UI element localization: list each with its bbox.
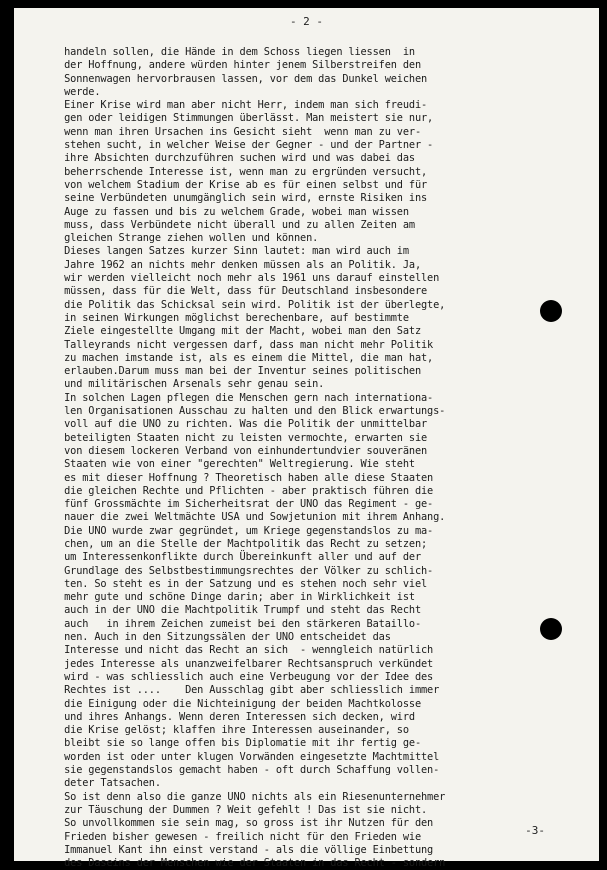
text-line: So ist denn also die ganze UNO nichts als ein Riesenunternehmer [52,790,446,803]
text-line: und militärischen Arsenals sehr genau sein. [52,378,325,391]
text-line: Auge zu fassen und bis zu welchem Grade, wobei man wissen [52,205,409,218]
text-line: Frieden bisher gewesen - freilich nicht für den Frieden wie [52,830,422,843]
text-line: erlauben.Darum muss man bei der Inventur seines politischen [52,365,422,378]
text-line: deter Tatsachen. [52,777,161,790]
page-number: - 2 - [289,15,324,28]
text-line: handeln sollen, die Hände in dem Schoss liegen liessen in [52,46,415,58]
text-line: um Interessenkonflikte durch Übereinkunft aller und auf der [52,551,422,564]
text-line: von diesem lockeren Verband von einhundertundvier souveränen [52,444,428,457]
text-line: In solchen Lagen pflegen die Menschen gern nach internationa- [52,391,434,404]
text-line: und ihres Anhangs. Wenn deren Interessen sich decken, wird [52,710,415,723]
text-line: gleichen Strange ziehen wollen und können. [52,232,319,245]
text-line: Jahre 1962 an nichts mehr denken müssen als an Politik. Ja, [52,258,422,271]
text-line: des Daseins der Menschen wie der Staaten in das Recht - sondern [52,857,446,870]
text-line: in seinen Wirkungen möglichst berechenbare, auf bestimmte [52,311,409,324]
text-line: chen, um an die Stelle der Machtpolitik das Recht zu setzen; [52,537,428,550]
text-line: fünf Grossmächte im Sicherheitsrat der UNO das Regiment - ge- [52,498,434,511]
text-line: Rechtes ist .... Den Ausschlag gibt aber schliesslich immer [52,684,440,697]
punch-hole [540,618,562,640]
text-line: mehr gute und schöne Dinge darin; aber in Wirklichkeit ist [52,591,415,604]
text-line: sie gegenstandslos gemacht haben - oft durch Schaffung vollen- [52,764,440,777]
text-line: Grundlage des Selbstbestimmungsrechtes der Völker zu schlich- [52,564,434,577]
next-page-marker: -3- [525,824,545,837]
text-line: gen oder leidigen Stimmungen überlässt. Man meistert sie nur, [52,112,434,125]
text-line: es mit dieser Hoffnung ? Theoretisch haben alle diese Staaten [52,471,434,484]
text-line: wird - was schliesslich auch eine Verbeugung vor der Idee des [52,670,434,683]
text-line: der Hoffnung, andere würden hinter jenem Silberstreifen den [52,59,422,72]
text-line: auch in der UNO die Machtpolitik Trumpf und steht das Recht [52,604,422,617]
text-line: auch in ihrem Zeichen zumeist bei den stärkeren Bataillo- [52,617,422,630]
text-line: jedes Interesse als unanzweifelbarer Rechtsanspruch verkündet [52,657,434,670]
text-line: So unvollkommen sie sein mag, so gross ist ihr Nutzen für den [52,817,434,830]
text-line: ten. So steht es in der Satzung und es stehen noch sehr viel [52,577,428,590]
text-line: Interesse und nicht das Recht an sich - wenngleich natürlich [52,644,434,657]
text-line: muss, dass Verbündete nicht überall und zu allen Zeiten am [52,218,415,231]
text-line: Sonnenwagen hervorbrausen lassen, vor dem das Dunkel weichen [52,72,428,85]
text-line: die Politik das Schicksal sein wird. Politik ist der überlegte, [52,298,446,311]
document-page [14,8,599,870]
text-line: Dieses langen Satzes kurzer Sinn lautet: man wird auch im [52,245,409,258]
text-line: nauer die zwei Weltmächte USA und Sowjetunion mit ihrem Anhang. [52,511,446,524]
text-line: die gleichen Rechte und Pflichten - aber praktisch führen die [52,484,434,497]
text-line: seine Verbündeten unumgänglich sein wird, ernste Risiken ins [52,192,428,205]
text-line: von welchem Stadium der Krise ab es für einen selbst und für [52,178,428,191]
text-line: beteiligten Staaten nicht zu leisten vermochte, erwarten sie [52,431,428,444]
text-line: Die UNO wurde zwar gegründet, um Kriege gegenstandslos zu ma- [52,524,434,537]
punch-hole [540,300,562,322]
text-line: Talleyrands nicht vergessen darf, dass man nicht mehr Politik [52,338,434,351]
text-line: stehen sucht, in welcher Weise der Gegner - und der Partner - [52,139,434,152]
text-line: zu machen imstande ist, als es einem die Mittel, die man hat, [52,351,434,364]
text-line: Einer Krise wird man aber nicht Herr, indem man sich freudi- [52,99,428,112]
text-line: worden ist oder unter klugen Vorwänden eingesetzte Machtmittel [52,750,440,763]
text-line: die Krise gelöst; klaffen ihre Interessen auseinander, so [52,724,409,737]
text-line: Ziele eingestellte Umgang mit der Macht, wobei man den Satz [52,325,422,338]
text-line: bleibt sie so lange offen bis Diplomatie mit ihr fertig ge- [52,737,422,750]
text-line: müssen, dass für die Welt, dass für Deutschland insbesondere [52,285,428,298]
text-line: wir werden vielleicht noch mehr als 1961 uns darauf einstellen [52,272,440,285]
text-line: werde. [52,85,101,98]
text-line: len Organisationen Ausschau zu halten und den Blick erwartungs- [52,405,446,418]
text-line: Staaten wie von einer "gerechten" Weltregierung. Wie steht [52,458,415,471]
text-line: die Einigung oder die Nichteinigung der beiden Machtkolosse [52,697,422,710]
text-line: voll auf die UNO zu richten. Was die Politik der unmittelbar [52,418,428,431]
text-line: beherrschende Interesse ist, wenn man zu ergründen versucht, [52,165,428,178]
text-line: Immanuel Kant ihn einst verstand - als die völlige Einbettung [52,843,434,856]
text-line: ihre Absichten durchzuführen suchen wird und was dabei das [52,152,415,165]
text-line: nen. Auch in den Sitzungssälen der UNO entscheidet das [52,631,391,644]
text-line: wenn man ihren Ursachen ins Gesicht sieht wenn man zu ver- [52,125,422,138]
body-text [52,46,572,870]
text-line: zur Täuschung der Dummen ? Weit gefehlt ! Das ist sie nicht. [52,803,428,816]
